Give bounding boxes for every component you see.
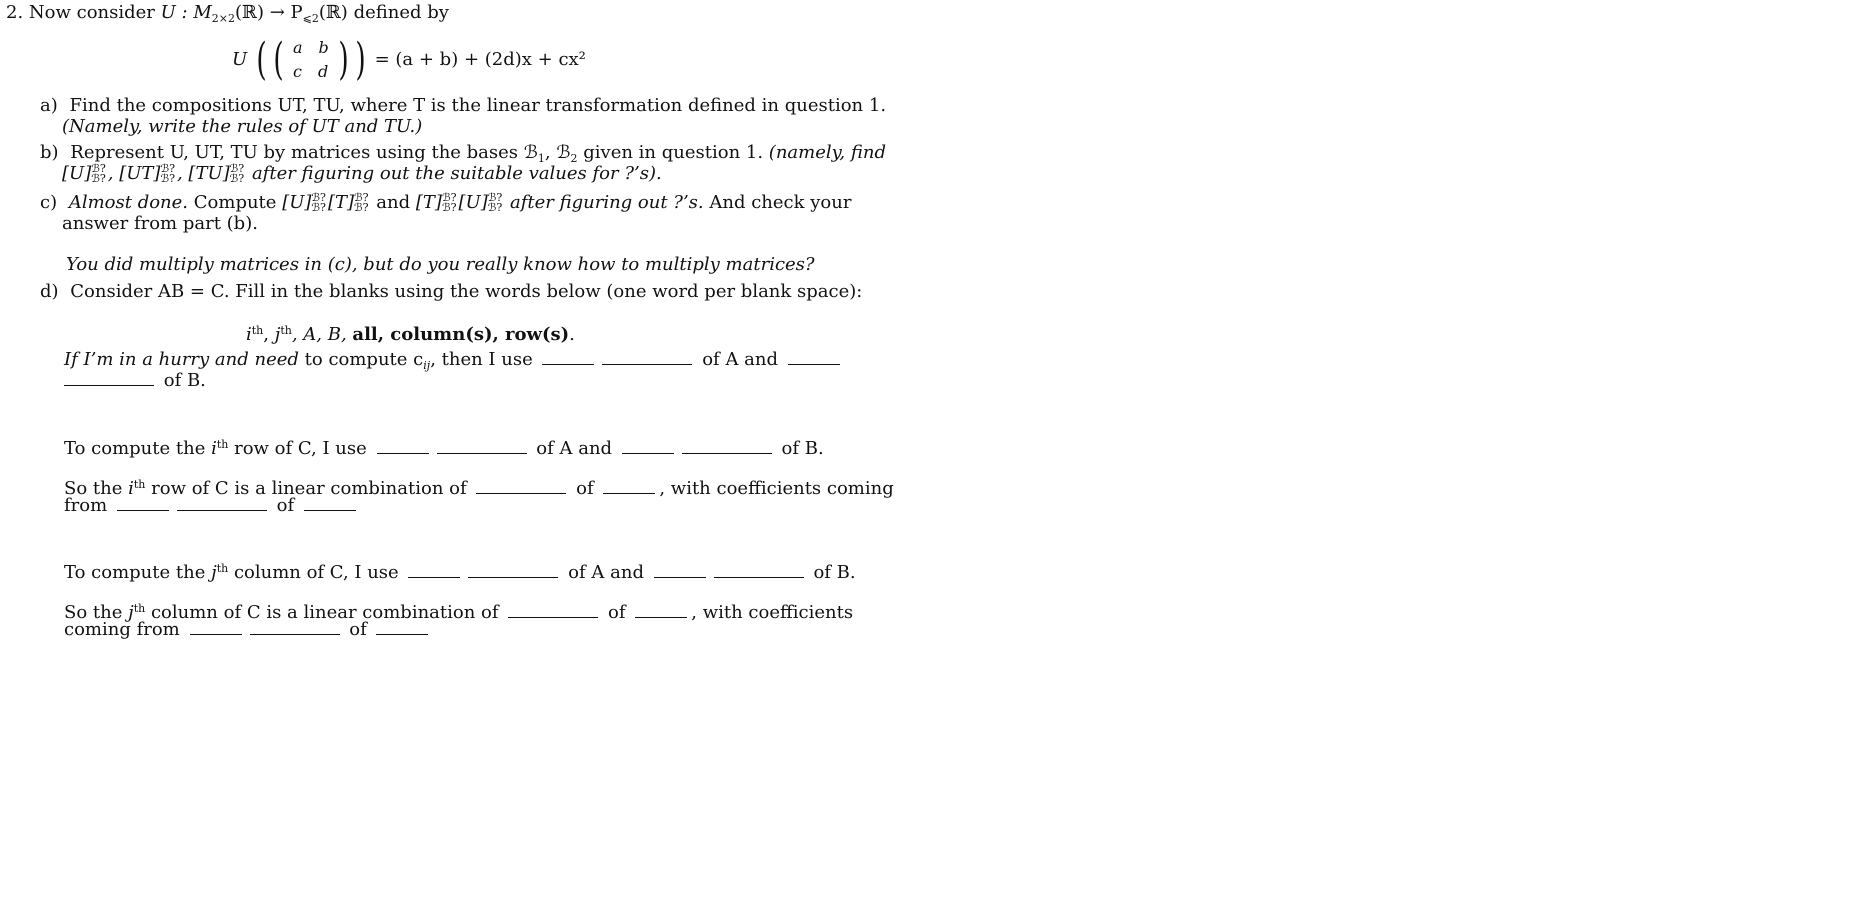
basis-sub-1: 1 (537, 152, 545, 165)
map-end: (ℝ) (318, 2, 348, 23)
blank[interactable] (603, 479, 655, 494)
row-combination-line1: So the $i^{th}$ row of C is a linear combination of of , with coefficients coming (64, 478, 894, 499)
blank[interactable] (250, 620, 340, 635)
map-subscript-2: ⩽2 (302, 12, 319, 25)
inner-paren-right: ) (337, 34, 349, 85)
blank[interactable] (377, 439, 429, 454)
matrix-t: [T] (415, 192, 442, 213)
def-lhs: U (232, 49, 248, 70)
question-tail: defined by (353, 2, 449, 23)
matrix-entry: b (318, 38, 329, 57)
part-a-line1 (40, 95, 886, 117)
blank[interactable] (622, 439, 674, 454)
column-combination-line2: coming from of (64, 619, 432, 641)
blank[interactable] (468, 563, 558, 578)
part-b-rest: given in question 1. (583, 142, 764, 163)
part-b-italic: (namely, find (768, 142, 886, 163)
blank[interactable] (190, 620, 242, 635)
blank[interactable] (635, 603, 687, 618)
blank[interactable] (437, 439, 527, 454)
inner-paren-left: ( (273, 34, 284, 85)
blank[interactable] (64, 371, 154, 386)
part-b-line2-text: after figuring out the suitable values for ?’s). (251, 163, 662, 184)
part-c-check: And check your (709, 192, 852, 213)
part-a-line2: (Namely, write the rules of UT and TU.) (62, 116, 423, 137)
part-c-italic: Almost done. (68, 192, 189, 213)
matrix-abcd (293, 36, 329, 84)
matrix-entry: c (292, 62, 302, 81)
matrix-entry: d (317, 62, 329, 81)
blank[interactable] (682, 439, 772, 454)
outer-paren-right: ) (355, 34, 366, 85)
part-b-label: b) (40, 142, 59, 163)
part-c-compute: Compute (193, 192, 277, 213)
part-c-line1 (40, 192, 851, 214)
word-bank-bold: all, column(s), row(s) (352, 324, 570, 345)
basis-stack: ℬ? ℬ? (229, 162, 245, 185)
matrix-ut: , [UT] (107, 163, 161, 184)
matrix-u: [U] (62, 163, 92, 184)
blank[interactable] (542, 350, 594, 365)
blank[interactable] (117, 496, 169, 511)
map-middle: (ℝ) → P (234, 2, 303, 23)
part-c-after: after figuring out ?’s. (510, 192, 704, 213)
blank[interactable] (508, 603, 598, 618)
part-c-line2: answer from part (b). (62, 213, 258, 234)
matrix-tu: , [TU] (176, 163, 230, 184)
question-lead: 2. Now consider (6, 2, 155, 23)
word-bank: $i^{th}$, $j^{th}$, A, B, all, column(s), row(s). (246, 324, 575, 345)
map-expression: U : M (160, 2, 212, 23)
row-combination-line2: from of (64, 495, 360, 517)
basis-stack: ℬ? ℬ? (441, 191, 457, 214)
blank[interactable] (654, 563, 706, 578)
blank[interactable] (177, 496, 267, 511)
matrix-u: [U] (458, 192, 488, 213)
part-b-line2 (62, 163, 662, 185)
map-subscript: 2×2 (211, 12, 235, 25)
definition-equation (232, 36, 586, 84)
hurry-line1: If I’m in a hurry and need to compute $c_{ij}$, then I use of A and (64, 349, 844, 377)
part-b-text: Represent U, UT, TU by matrices using the bases ℬ (70, 142, 538, 163)
matrix-entry: a (292, 38, 303, 57)
blank[interactable] (408, 563, 460, 578)
matrix-u: [U] (282, 192, 312, 213)
basis-sub-2: 2 (570, 152, 578, 165)
part-b-comma: , ℬ (544, 142, 571, 163)
part-d-text: Consider AB = C. Fill in the blanks using the words below (one word per blank space): (70, 281, 863, 302)
def-rhs: = (a + b) + (2d)x + cx² (374, 49, 586, 70)
blank[interactable] (788, 350, 840, 365)
column-combination-line1: So the $j^{th}$ column of C is a linear combination of of , with coefficients (64, 602, 854, 623)
basis-stack: ℬ? ℬ? (354, 191, 369, 214)
hurry-line2: of B. (64, 370, 206, 392)
matrix-t: [T] (327, 192, 355, 213)
row-compute-line: To compute the $i^{th}$ row of C, I use of A and of B. (64, 438, 824, 459)
blank[interactable] (602, 350, 692, 365)
interlude-text: You did multiply matrices in (c), but do you really know how to multiply matrices? (66, 254, 815, 275)
column-compute-line: To compute the $j^{th}$ column of C, I use of A and of B. (64, 562, 856, 583)
basis-stack: ℬ? ℬ? (311, 191, 326, 214)
outer-paren-left: ( (256, 34, 267, 85)
part-a-label: a) (40, 95, 58, 116)
part-d-label: d) (40, 281, 59, 302)
blank[interactable] (714, 563, 804, 578)
part-a-text: Find the compositions UT, TU, where T is the linear transformation defined in question 1. (69, 95, 887, 116)
blank[interactable] (304, 496, 356, 511)
part-c-label: c) (40, 192, 58, 213)
question-2-heading (6, 2, 449, 30)
part-c-and: and (376, 192, 411, 213)
basis-stack: ℬ? ℬ? (160, 162, 175, 185)
basis-stack: ℬ? ℬ? (487, 191, 503, 214)
blank[interactable] (376, 620, 428, 635)
blank[interactable] (476, 479, 566, 494)
basis-stack: ℬ? ℬ? (91, 162, 106, 185)
part-d-line (40, 281, 862, 303)
